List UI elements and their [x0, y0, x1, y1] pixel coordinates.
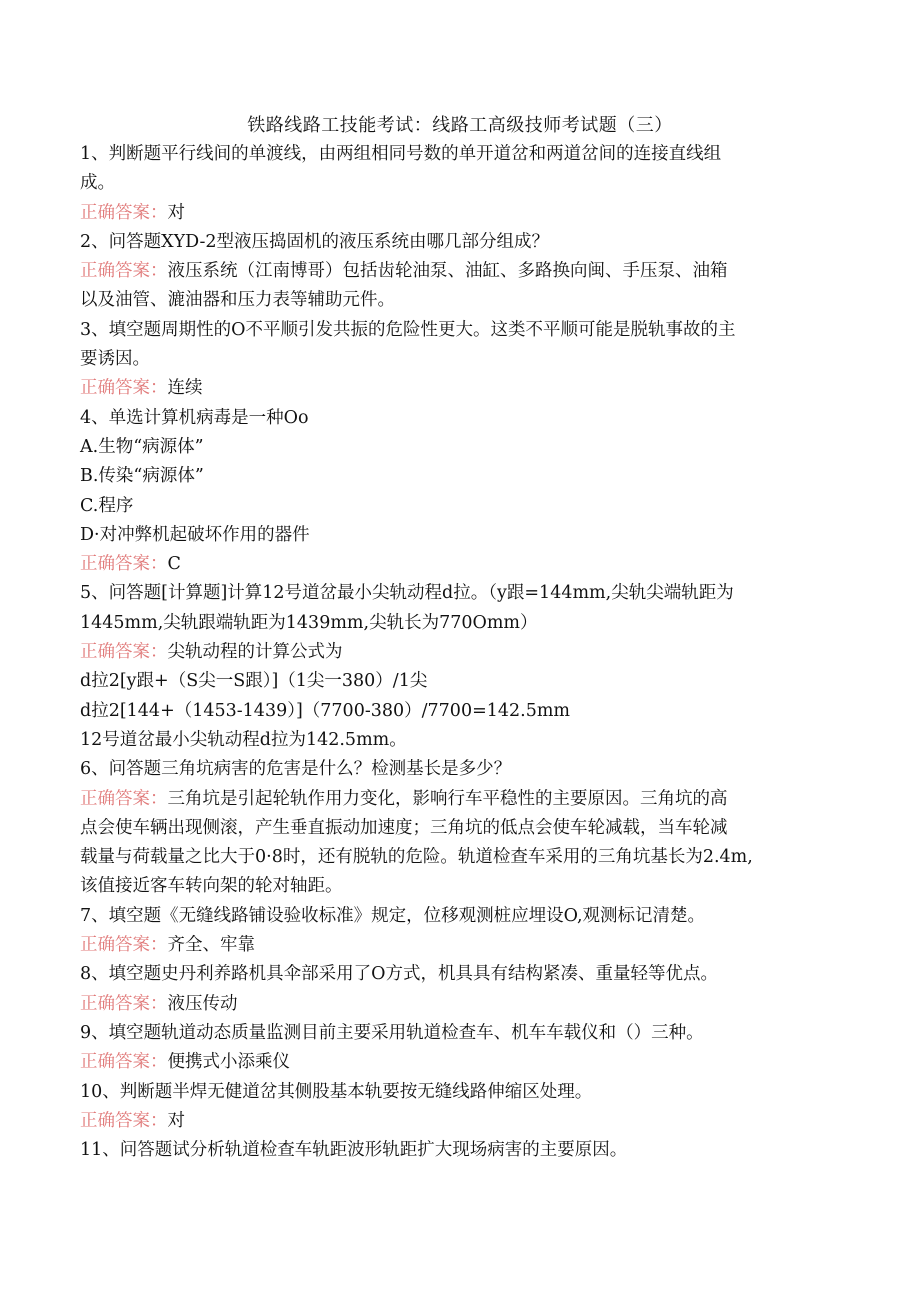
text-line: 10、判断题半焊无健道岔其侧股基本轨要按无缝线路伸缩区处理。: [80, 1081, 593, 1102]
answer-line: [80, 638, 840, 667]
answer-line: [80, 785, 840, 814]
answer-text: 对: [167, 202, 185, 223]
text-line: 点会使车辆出现侧滚，产生垂直振动加速度；三角坑的低点会使车轮减载，当车轮减: [80, 817, 728, 838]
answer-line: [80, 199, 840, 228]
answer-line: [80, 257, 840, 286]
text-line: 9、填空题轨道动态质量监测目前主要采用轨道检查车、机车车载仪和（）三种。: [80, 1022, 704, 1043]
text-line: 4、单选计算机病毒是一种Oo: [80, 407, 309, 428]
answer-label: 正确答案：: [80, 1052, 168, 1073]
answer-label: 正确答案：: [80, 1110, 168, 1131]
text-line: A.生物“病源体”: [80, 436, 204, 457]
text-line: 11、问答题试分析轨道检查车轨距波形轨距扩大现场病害的主要原因。: [80, 1140, 628, 1161]
answer-label: 正确答案：: [80, 378, 168, 399]
document-body: [80, 140, 840, 1165]
answer-label: 正确答案：: [80, 202, 168, 223]
text-line: 3、填空题周期性的O不平顺引发共振的危险性更大。这类不平顺可能是脱轨事故的主: [80, 319, 736, 340]
answer-label: 正确答案：: [80, 788, 168, 809]
text-line: d拉2[144+（1453-1439）]（7700-380）/7700=142.5mm: [80, 700, 571, 721]
text-line: 1、判断题平行线间的单渡线，由两组相同号数的单开道岔和两道岔间的连接直线组: [80, 144, 722, 164]
text-line: 5、问答题[计算题]计算12号道岔最小尖轨动程d拉。（y跟=144mm,尖轨尖端轨距为: [80, 583, 734, 604]
answer-text: 三角坑是引起轮轨作用力变化，影响行车平稳性的主要原因。三角坑的高: [167, 788, 728, 809]
text-line: 12号道岔最小尖轨动程d拉为142.5mm。: [80, 729, 407, 750]
answer-line: [80, 1048, 840, 1077]
answer-line: [80, 1107, 840, 1136]
answer-text: C: [167, 554, 181, 575]
text-line: 载量与荷载量之比大于0·8时，还有脱轨的危险。轨道检查车采用的三角坑基长为2.4m,: [80, 847, 753, 868]
text-line: 以及油管、漉油器和压力表等辅助元件。: [80, 290, 395, 311]
answer-line: [80, 990, 840, 1019]
answer-text: 齐全、牢靠: [167, 935, 255, 956]
answer-label: 正确答案：: [80, 642, 168, 663]
answer-label: 正确答案：: [80, 554, 168, 575]
text-line: 2、问答题XYD-2型液压捣固机的液压系统由哪几部分组成？: [80, 231, 550, 252]
text-line: d拉2[y跟+（S尖一S跟）]（1尖一380）/1尖: [80, 671, 428, 692]
answer-line: [80, 931, 840, 960]
text-line: 成。: [80, 173, 115, 194]
text-line: 7、填空题《无缝线路铺设验收标准》规定，位移观测桩应埋设O,观测标记清楚。: [80, 905, 706, 926]
text-line: B.传染“病源体”: [80, 466, 204, 487]
answer-text: 便携式小添乘仪: [167, 1052, 290, 1073]
text-line: 8、填空题史丹利养路机具伞部采用了O方式，机具具有结构紧凑、重量轻等优点。: [80, 964, 718, 985]
answer-line: [80, 550, 840, 579]
document-title: 铁路线路工技能考试：线路工高级技师考试题（三）: [247, 115, 673, 136]
text-line: C.程序: [80, 495, 134, 516]
answer-text: 液压系统（江南博哥）包括齿轮油泵、油缸、多路换向闽、手压泵、油箱: [167, 261, 728, 282]
answer-text: 对: [167, 1110, 185, 1131]
answer-label: 正确答案：: [80, 261, 168, 282]
answer-label: 正确答案：: [80, 935, 168, 956]
text-line: 该值接近客车转向架的轮对轴距。: [80, 876, 343, 897]
answer-text: 尖轨动程的计算公式为: [167, 642, 343, 663]
answer-text: 液压传动: [167, 993, 238, 1014]
answer-text: 连续: [167, 378, 203, 399]
answer-label: 正确答案：: [80, 993, 168, 1014]
text-line: 1445mm,尖轨跟端轨距为1439mm,尖轨长为770Omm）: [80, 612, 538, 633]
text-line: D·对冲弊机起破坏作用的器件: [80, 524, 310, 545]
text-line: 要诱因。: [80, 349, 150, 370]
text-line: 6、问答题三角坑病害的危害是什么？检测基长是多少？: [80, 759, 512, 780]
answer-line: [80, 374, 840, 403]
